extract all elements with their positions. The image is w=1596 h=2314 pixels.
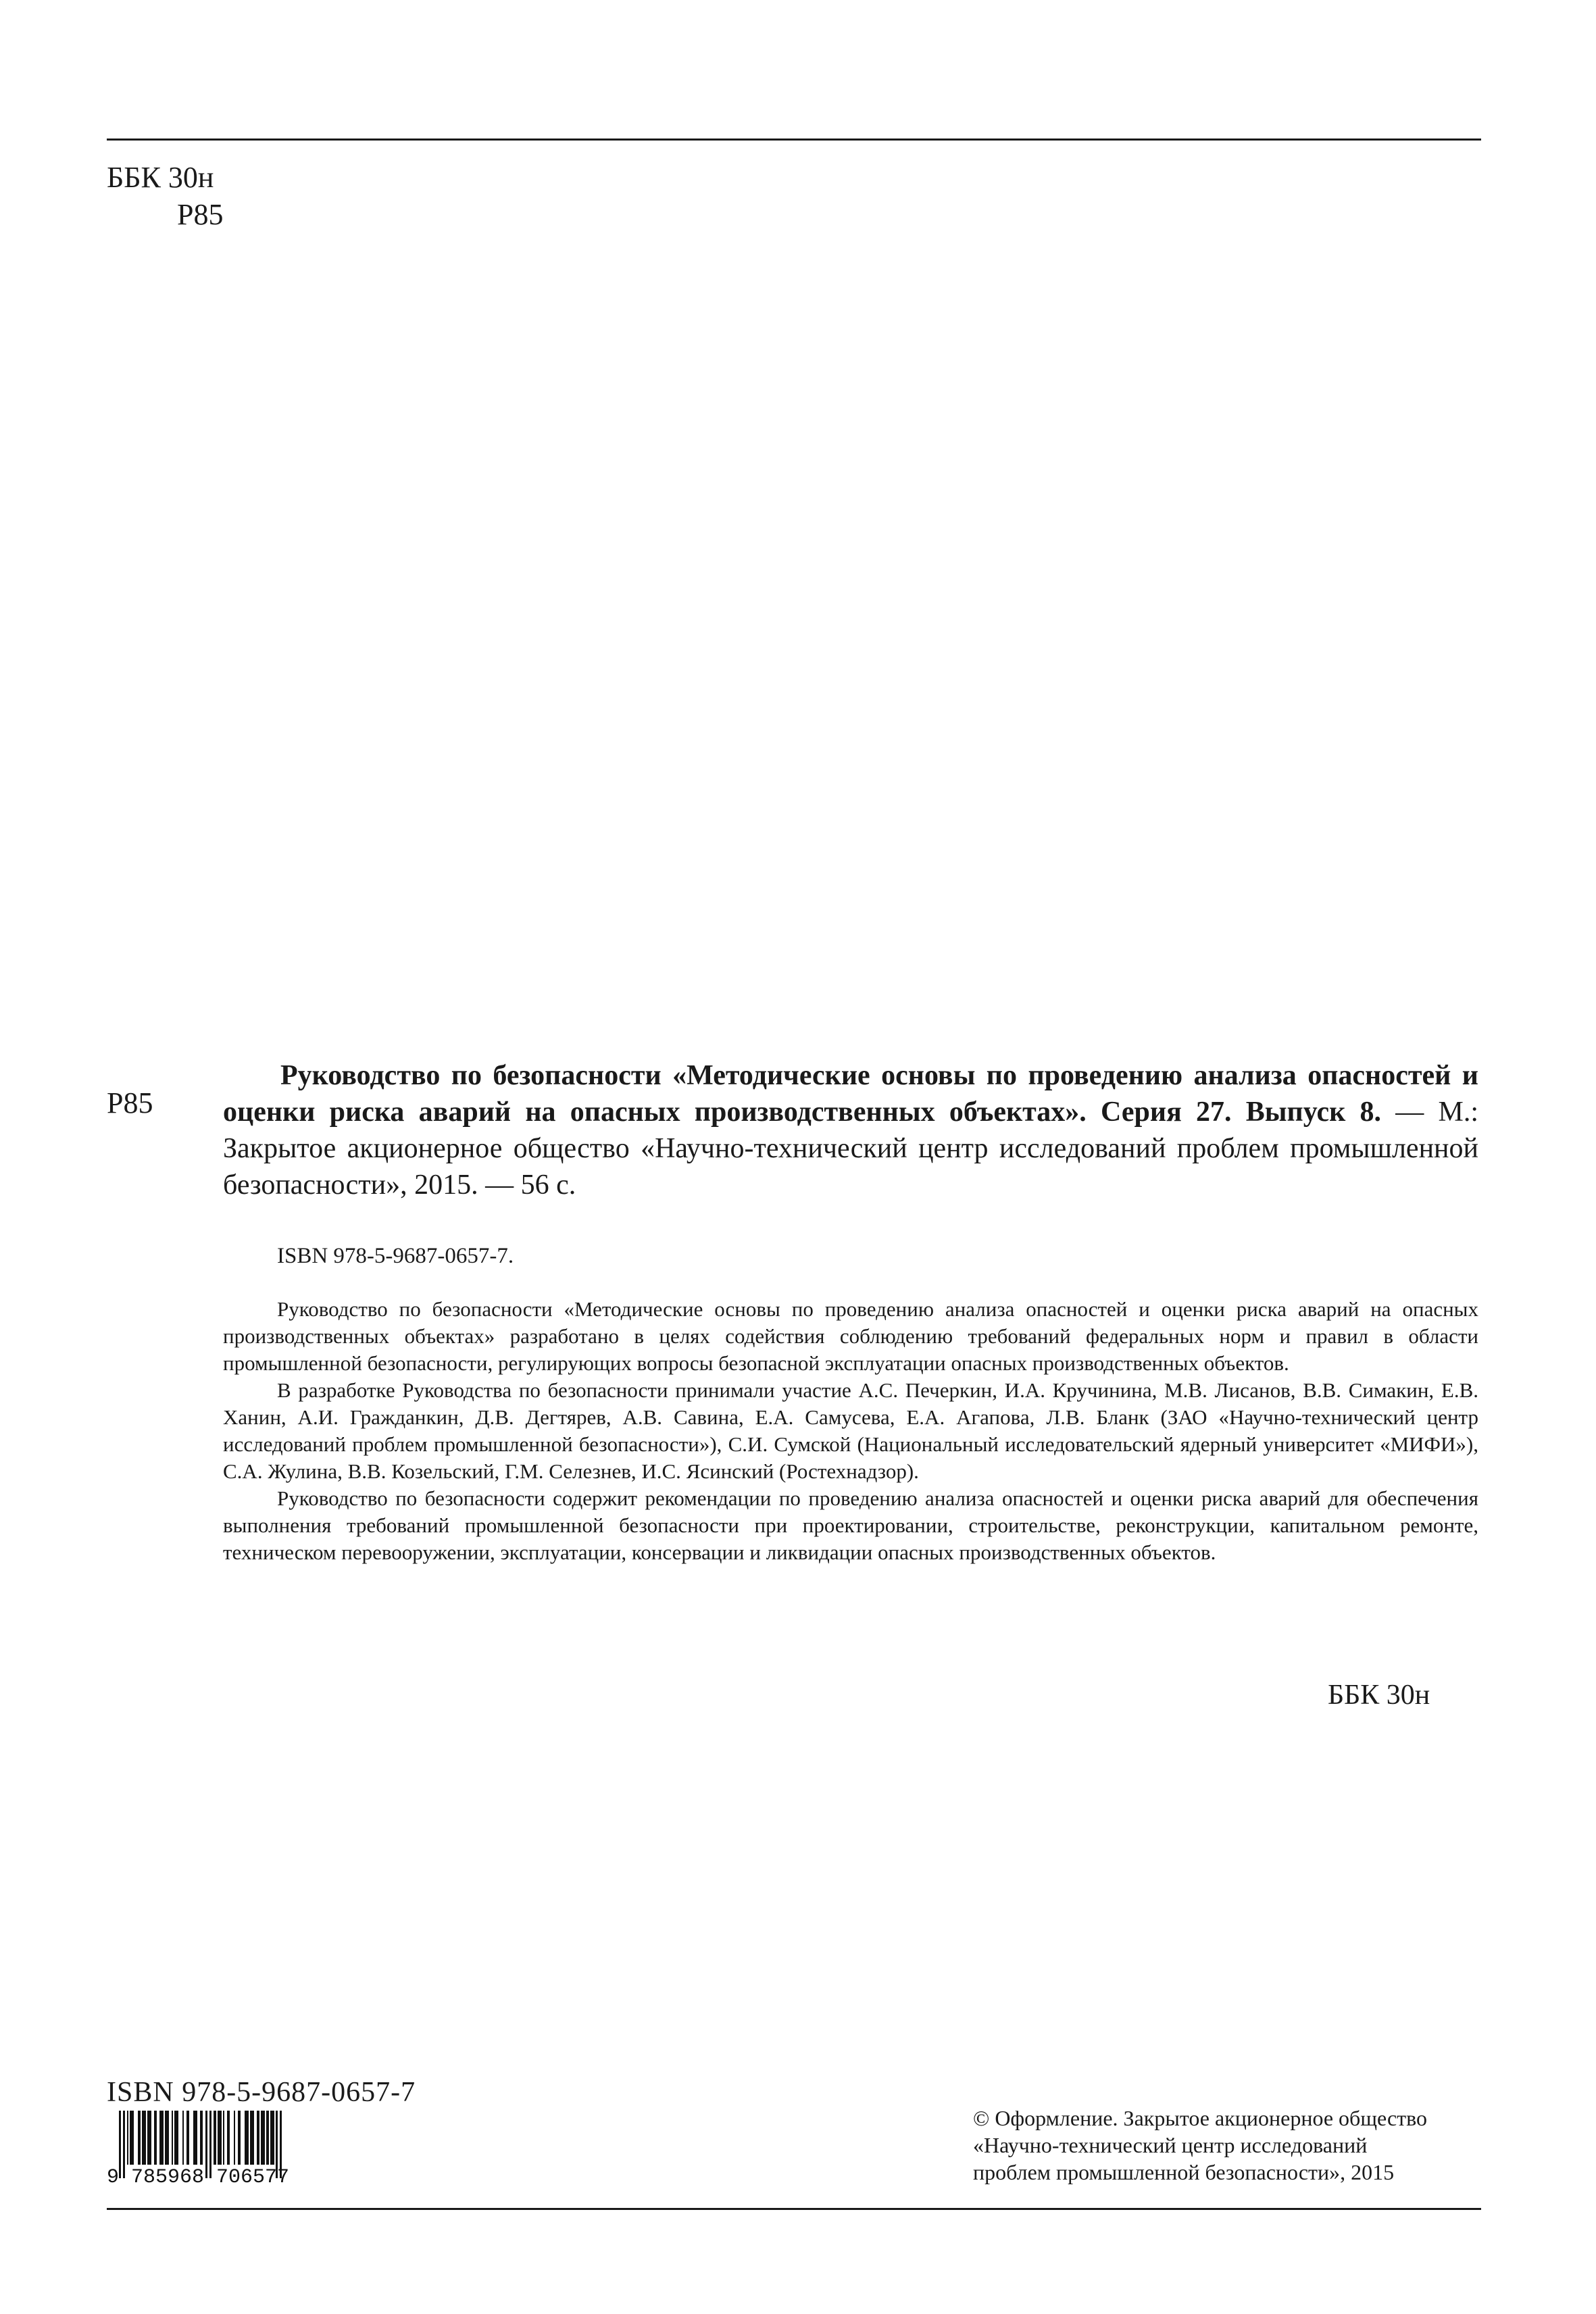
barcode-bar <box>130 2111 134 2165</box>
annotation <box>223 1296 1478 1566</box>
barcode-bar <box>159 2111 164 2165</box>
annotation-paragraph: Руководство по безопасности содержит рекомендации по проведению анализа опасностей и оценки риска аварий для обеспечения выполнения требований промышленной безопасности при проектировании, строительстве, реконструкции, капитальном ремонте, техническом перевооружении, эксплуатации, консервации и ликвидации опасных производственных объектов. <box>223 1486 1478 1564</box>
barcode-bar <box>250 2111 254 2165</box>
bbk-index-bottom: ББК 30н <box>1328 1680 1430 1711</box>
citation-title: Руководство по безопасности «Методические основы по проведению анализа опасностей и оценки риска аварий на опасных производственных объектах». Серия 27. Выпуск 8. <box>223 1060 1478 1128</box>
barcode-bar <box>200 2111 203 2165</box>
barcode-bar <box>270 2111 274 2165</box>
author-code: Р85 <box>177 198 224 231</box>
bibliographic-citation <box>223 1057 1478 1203</box>
barcode-bar <box>172 2111 173 2165</box>
barcode-bar <box>193 2111 197 2165</box>
barcode-digits: 9 785968 706577 <box>107 2166 290 2185</box>
bottom-rule <box>107 2208 1481 2210</box>
barcode-bar <box>238 2111 241 2165</box>
barcode-bar <box>138 2111 141 2165</box>
barcode-bar <box>245 2111 249 2165</box>
annotation-paragraph: В разработке Руководства по безопасности принимали участие А.С. Печеркин, И.А. Кручинина, М.В. Лисанов, В.В. Симакин, Е.В. Ханин, А.И. Гражданкин, Д.В. Дегтярев, А.В. Савина, Е.А. Самусева, Е.А. Агапова, Л.В. Бланк (ЗАО «Научно-технический центр исследований проблем промышленной безопасности»), С.И. Сумской (Национальный исследовательский ядерный университет «МИФИ»), С.А. Жулина, В.В. Козельский, Г.М. Селезнев, И.С. Ясинский (Ростехнадзор). <box>223 1378 1478 1483</box>
barcode-bar <box>174 2111 178 2165</box>
barcode-bar <box>147 2111 151 2165</box>
barcode-bar <box>127 2111 128 2165</box>
bbk-index: ББК 30н <box>107 161 214 194</box>
barcode-bar <box>266 2111 269 2165</box>
annotation-paragraph: Руководство по безопасности «Методические основы по проведению анализа опасностей и оценки риска аварий на опасных производственных объектах» разработано в целях содействия соблюдению требований федеральных норм и правил в области промышленной безопасности, регулирующих вопросы безопасной эксплуатации опасных производственных объектов. <box>223 1297 1478 1375</box>
isbn-line: ISBN 978-5-9687-0657-7. <box>277 1244 514 1268</box>
barcode-bar <box>214 2111 216 2165</box>
copyright-line: © Оформление. Закрытое акционерное общество <box>973 2106 1428 2130</box>
barcode-isbn-label: ISBN 978-5-9687-0657-7 <box>107 2077 416 2108</box>
copyright-block <box>973 2105 1481 2186</box>
copyright-line: «Научно-технический центр исследований <box>973 2133 1368 2157</box>
barcode-bar <box>154 2111 157 2165</box>
citation-imprint: — М.: Закрытое акционерное общество «Научно-технический центр исследований проблем промышленной безопасности», 2015. — 56 с. <box>223 1097 1478 1201</box>
barcode-bar <box>257 2111 259 2165</box>
barcode-bar <box>218 2111 222 2165</box>
barcode-bar <box>261 2111 265 2165</box>
barcode-bar <box>142 2111 146 2165</box>
top-rule <box>107 139 1481 141</box>
barcode-bar <box>223 2111 224 2165</box>
citation-author-code: Р85 <box>107 1086 153 1120</box>
copyright-line: проблем промышленной безопасности», 2015 <box>973 2160 1395 2184</box>
barcode-bar <box>227 2111 230 2165</box>
barcode-bar <box>186 2111 189 2165</box>
barcode-bar <box>165 2111 169 2165</box>
barcode-bar <box>234 2111 235 2165</box>
isbn-barcode <box>107 2111 391 2185</box>
barcode-bar <box>182 2111 184 2165</box>
